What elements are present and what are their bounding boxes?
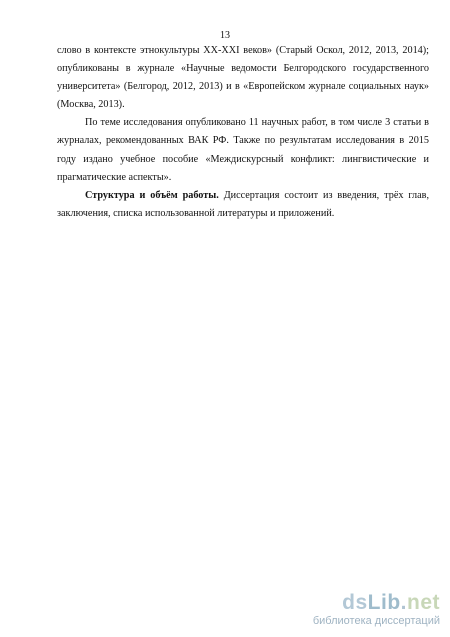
watermark-subtitle: библиотека диссертаций — [312, 615, 440, 627]
dslib-watermark — [313, 592, 440, 627]
page-number: 13 — [220, 30, 230, 41]
structure-text: Диссертация состоит из введения, трёх глав, заключения, списка использованной литературы и приложений. — [57, 189, 429, 219]
paragraph-publications: По теме исследования опубликовано 11 научных работ, в том числе 3 статьи в журналах, рекомендованных ВАК РФ. Также по результатам исследования в 2015 году издано учебное пособие «Междискурсный конфликт: лингвистические и прагматические аспекты». — [57, 117, 429, 183]
structure-heading: Структура и объём работы. — [85, 189, 219, 201]
paragraph-structure — [57, 187, 429, 223]
document-body — [57, 42, 429, 223]
dslib-logo: dsLib.net — [342, 591, 440, 614]
paragraph-continuation: слово в контексте этнокультуры XX-XXI веков» (Старый Оскол, 2012, 2013, 2014); опубликованы в журнале «Научные ведомости Белгородского государственного университета» (Белгород, 2012, 2013) и в «Европейском журнале социальных наук» (Москва, 2013). — [57, 45, 429, 111]
